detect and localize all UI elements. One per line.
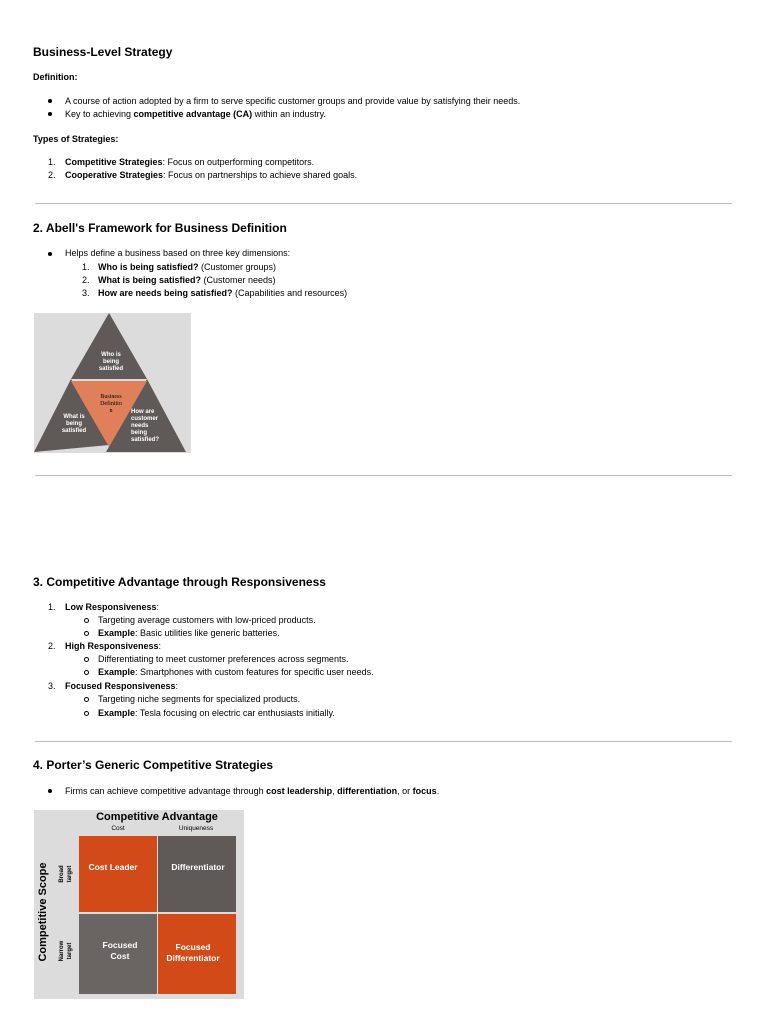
col-label-cost: Cost <box>111 825 125 832</box>
sub-bullet-circle <box>84 711 89 716</box>
abell-bullet: Helps define a business based on three key dimensions: <box>65 248 291 258</box>
row-label-narrow: Narrow <box>59 940 65 962</box>
sub-bullet-circle <box>84 631 89 636</box>
abell-item-2: What is being satisfied? (Customer needs) <box>98 275 276 285</box>
label-what: What is being satisfied <box>61 414 87 434</box>
divider <box>35 475 732 476</box>
abell-framework-diagram <box>34 313 191 453</box>
row-label-broad-target: target <box>67 865 73 883</box>
list-number: 2. <box>82 275 90 285</box>
section-title-responsiveness: 3. Competitive Advantage through Responsiveness <box>33 575 326 589</box>
types-label: Types of Strategies: <box>33 134 119 144</box>
cell-label-differentiator: Differentiator <box>171 862 225 872</box>
list-number: 2. <box>48 170 56 180</box>
responsiveness-item-1-detail: Targeting average customers with low-priced products. <box>98 615 316 625</box>
list-number: 3. <box>82 288 90 298</box>
list-number: 1. <box>48 157 56 167</box>
list-number: 1. <box>82 262 90 272</box>
divider <box>35 203 732 204</box>
row-label-narrow-target: target <box>67 942 73 960</box>
type-item-2: Cooperative Strategies: Focus on partnerships to achieve shared goals. <box>65 170 358 180</box>
definition-bullet-1: A course of action adopted by a firm to serve specific customer groups and provide value by satisfying their needs. <box>65 96 521 106</box>
cell-cost-leader <box>79 836 157 912</box>
definition-bullet-2: Key to achieving competitive advantage (CA) within an industry. <box>65 109 326 119</box>
label-business-definition: Business Definitio n <box>100 394 122 414</box>
section-title-business-level-strategy: Business-Level Strategy <box>33 45 173 59</box>
bullet-dot <box>48 99 52 103</box>
porter-matrix-diagram <box>34 810 244 999</box>
label-who: Who is being satisfied <box>98 352 124 372</box>
responsiveness-item-2-detail: Differentiating to meet customer preferences across segments. <box>98 654 349 664</box>
responsiveness-item-2: High Responsiveness: <box>65 641 162 651</box>
section-title-abell-framework: 2. Abell's Framework for Business Definition <box>33 221 287 235</box>
col-label-uniqueness: Uniqueness <box>178 825 214 832</box>
cell-label-focused-differentiator-1: Focused <box>175 942 211 952</box>
bullet-dot <box>48 789 52 793</box>
cell-label-focused-cost-1: Focused <box>102 940 138 950</box>
responsiveness-item-3: Focused Responsiveness: <box>65 681 179 691</box>
responsiveness-item-1-example: Example: Basic utilities like generic batteries. <box>98 628 280 638</box>
responsiveness-item-1: Low Responsiveness: <box>65 602 160 612</box>
sub-bullet-circle <box>84 670 89 675</box>
abell-item-1: Who is being satisfied? (Customer groups) <box>98 262 277 272</box>
divider <box>35 741 732 742</box>
bullet-dot <box>48 112 52 116</box>
porter-bullet: Firms can achieve competitive advantage through cost leadership, differentiation, or focus. <box>65 786 440 796</box>
matrix-title: Competitive Advantage <box>96 811 218 823</box>
label-how: How are customer needs being satisfied? <box>131 409 160 443</box>
bullet-dot <box>48 252 52 256</box>
sub-bullet-circle <box>84 618 89 623</box>
responsiveness-item-2-example: Example: Smartphones with custom features for specific user needs. <box>98 667 374 677</box>
type-item-1: Competitive Strategies: Focus on outperforming competitors. <box>65 157 315 167</box>
sub-bullet-circle <box>84 697 89 702</box>
cell-differentiator <box>158 836 236 912</box>
responsiveness-item-3-detail: Targeting niche segments for specialized products. <box>98 694 301 704</box>
definition-label: Definition: <box>33 72 78 82</box>
list-number: 2. <box>48 641 56 651</box>
list-number: 1. <box>48 602 56 612</box>
section-title-porter-strategies: 4. Porter’s Generic Competitive Strategies <box>33 758 274 772</box>
side-label-competitive-scope: Competitive Scope <box>37 862 49 962</box>
abell-item-3: How are needs being satisfied? (Capabilities and resources) <box>98 288 348 298</box>
cell-label-cost-leader: Cost Leader <box>88 862 138 872</box>
sub-bullet-circle <box>84 657 89 662</box>
responsiveness-item-3-example: Example: Tesla focusing on electric car enthusiasts initially. <box>98 708 335 718</box>
cell-label-focused-differentiator-2: Differentiator <box>166 953 220 963</box>
row-label-broad: Broad <box>59 865 65 883</box>
cell-label-focused-cost-2: Cost <box>110 951 130 961</box>
list-number: 3. <box>48 681 56 691</box>
